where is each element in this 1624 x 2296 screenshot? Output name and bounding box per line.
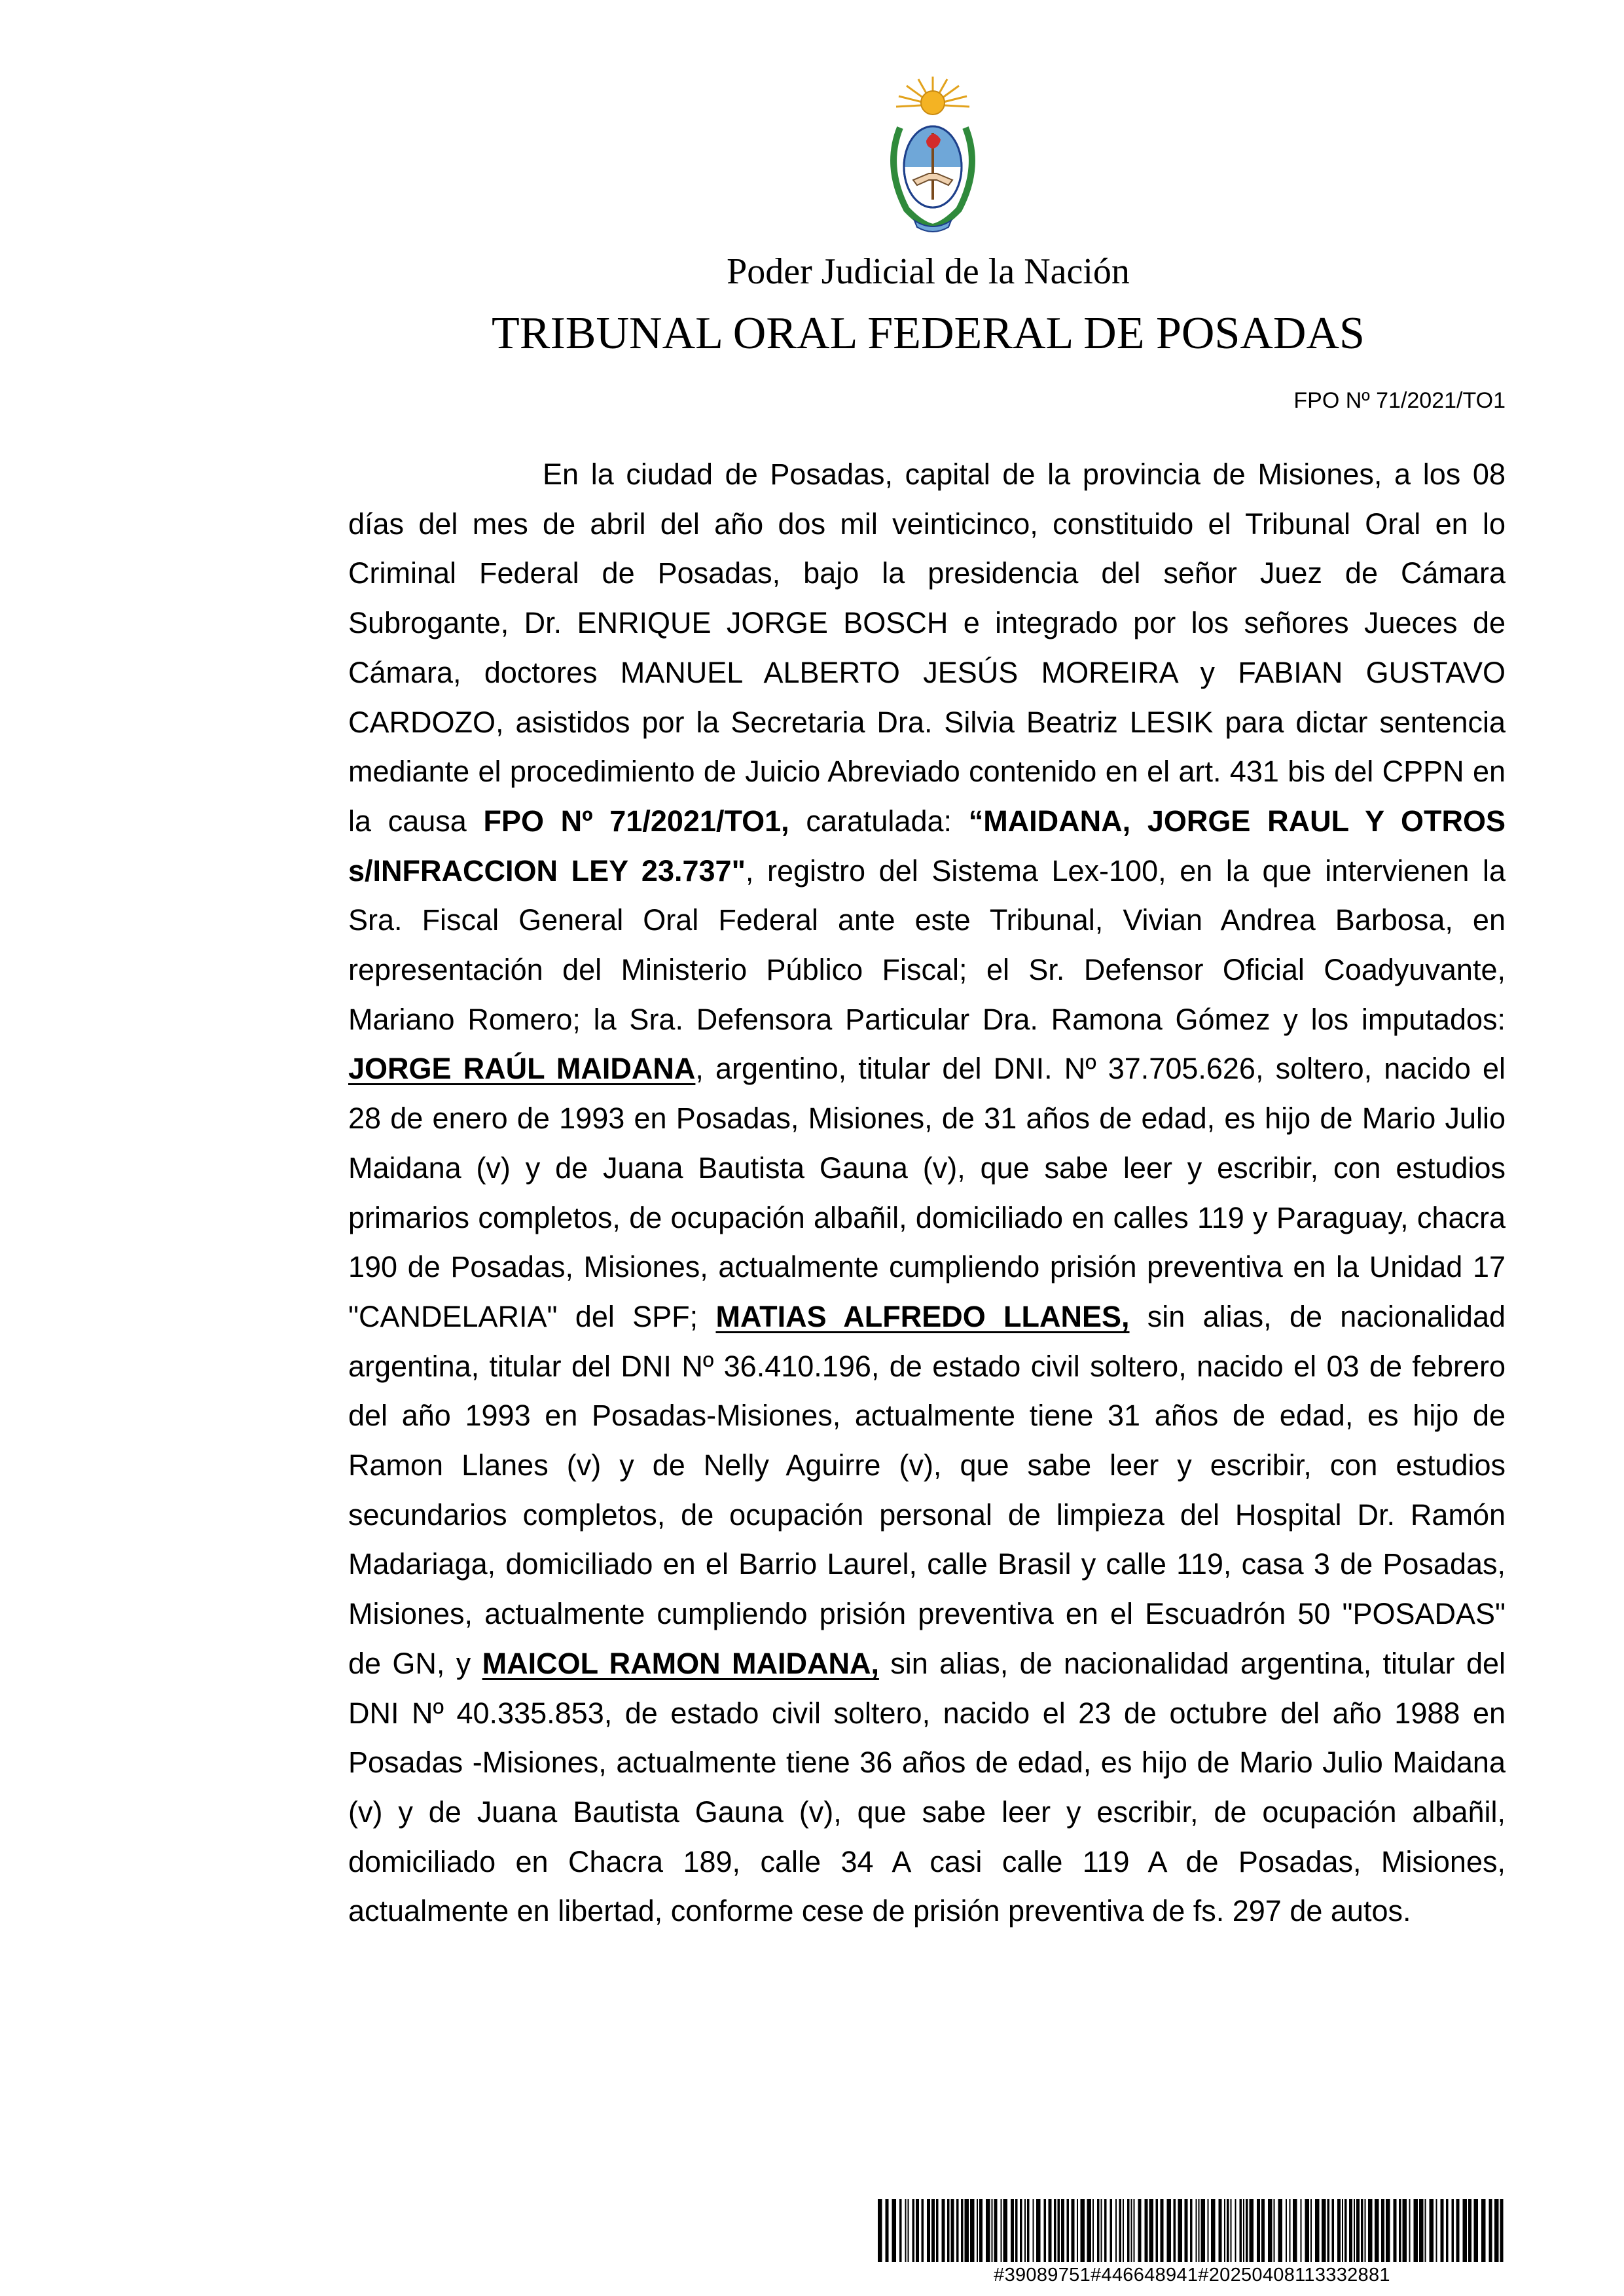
barcode-bar	[1342, 2199, 1343, 2262]
barcode-bar	[1365, 2199, 1366, 2262]
barcode-bar	[1235, 2199, 1236, 2262]
barcode-bar	[977, 2199, 978, 2262]
barcode-bar	[1386, 2199, 1390, 2262]
barcode-bar	[1201, 2199, 1206, 2262]
barcode-bar	[1161, 2199, 1164, 2262]
barcode-bar	[1322, 2199, 1326, 2262]
coat-of-arms-emblem	[880, 75, 985, 236]
barcode-bar	[1227, 2199, 1229, 2262]
barcode-bar	[1224, 2199, 1225, 2262]
body-text-5: sin alias, de nacionalidad argentina, titular del DNI Nº 36.410.196, de estado civil soltero, nacido el 03 de febrero del año 1993 en Posadas-Misiones, actualmente tiene 31 años de edad, es hijo de Ramon Llanes (v) y de Nelly Aguirre (v), que sabe leer y escribir, con estudios secundarios completos, de ocupación personal de limpieza del Hospital Dr. Ramón Madariaga, domiciliado en el Barrio Laurel, calle Brasil y calle 119, casa 3 de Posadas, Misiones, actualmente cumpliendo prisión preventiva en el Escuadrón 50 "POSADAS" de GN, y	[348, 1299, 1506, 1680]
barcode-bar	[947, 2199, 950, 2262]
barcode-bar	[1243, 2199, 1244, 2262]
barcode-bar	[1257, 2199, 1260, 2262]
barcode-bar	[1178, 2199, 1183, 2262]
barcode-bar	[992, 2199, 993, 2262]
case-caption-bold: “MAIDANA, JORGE RAUL Y OTROS s/INFRACCION LEY 23.737"	[348, 804, 1506, 888]
barcode-bar	[1058, 2199, 1060, 2262]
barcode-bar	[1305, 2199, 1310, 2262]
barcode-bar	[1468, 2199, 1471, 2262]
barcode-bar	[961, 2199, 964, 2262]
barcode-bar	[1361, 2199, 1363, 2262]
barcode-bar	[1414, 2199, 1418, 2262]
barcode-bar	[1208, 2199, 1209, 2262]
barcode-bar	[965, 2199, 969, 2262]
barcode-bar	[1246, 2199, 1248, 2262]
barcode-bar	[936, 2199, 939, 2262]
barcode-bar	[1368, 2199, 1373, 2262]
sun-icon	[921, 91, 945, 115]
case-reference: FPO Nº 71/2021/TO1	[1293, 388, 1506, 413]
barcode-number: #39089751#446648941#20250408113332881	[994, 2265, 1390, 2286]
barcode-bar	[912, 2199, 915, 2262]
institution-title: Poder Judicial de la Nación	[727, 251, 1130, 292]
barcode-bar	[1219, 2199, 1222, 2262]
barcode-bar	[1024, 2199, 1026, 2262]
barcode-bar	[1446, 2199, 1449, 2262]
barcode-bar	[1127, 2199, 1130, 2262]
barcode-bar	[1145, 2199, 1148, 2262]
barcode-bar	[1156, 2199, 1159, 2262]
barcode-bar	[1097, 2199, 1100, 2262]
barcode-bar	[1293, 2199, 1297, 2262]
barcode-bar	[1332, 2199, 1335, 2262]
barcode-bar	[1087, 2199, 1092, 2262]
barcode-bar	[1310, 2199, 1312, 2262]
barcode-bar	[1441, 2199, 1444, 2262]
barcode-bar	[1315, 2199, 1320, 2262]
barcode-bar	[899, 2199, 902, 2262]
barcode-bar	[1110, 2199, 1113, 2262]
barcode-bar	[1354, 2199, 1355, 2262]
barcode-bar	[1134, 2199, 1135, 2262]
barcode-bar	[1344, 2199, 1347, 2262]
body-text-1: En la ciudad de Posadas, capital de la provincia de Misiones, a los 08 días del mes de abril del año dos mil veinticinco, constituido el Tribunal Oral en lo Criminal Federal de Posadas, bajo la presidencia del señor Juez de Cámara Subrogante, Dr. ENRIQUE JORGE BOSCH e integrado por los señores Jueces de Cámara, doctores MANUEL ALBERTO JESÚS MOREIRA y FABIAN GUSTAVO CARDOZO, asistidos por la Secretaria Dra. Silvia Beatriz LESIK para dictar sentencia mediante el procedimiento de Juicio Abreviado contenido en el art. 431 bis del CPPN en la causa	[348, 457, 1506, 838]
barcode-bar	[1033, 2199, 1034, 2262]
barcode-bar	[1011, 2199, 1014, 2262]
barcode-bar	[1356, 2199, 1360, 2262]
barcode-bar	[1061, 2199, 1064, 2262]
barcode-bar	[931, 2199, 935, 2262]
barcode-bar	[1452, 2199, 1454, 2262]
barcode-bar	[1403, 2199, 1407, 2262]
barcode-bar	[1123, 2199, 1124, 2262]
barcode-bar	[916, 2199, 919, 2262]
barcode-bar	[908, 2199, 909, 2262]
barcode-bar	[1231, 2199, 1232, 2262]
barcode-bar	[1436, 2199, 1437, 2262]
barcode-bar	[878, 2199, 882, 2262]
barcode-bar	[1278, 2199, 1283, 2262]
barcode-bar	[1409, 2199, 1411, 2262]
defendant-name-2: MATIAS ALFREDO LLANES,	[715, 1299, 1130, 1333]
barcode-bar	[1381, 2199, 1384, 2262]
barcode	[878, 2199, 1506, 2262]
barcode-bar	[1077, 2199, 1078, 2262]
barcode-bar	[905, 2199, 907, 2262]
barcode-bar	[1286, 2199, 1287, 2262]
barcode-bar	[1375, 2199, 1379, 2262]
barcode-bar	[1463, 2199, 1468, 2262]
barcode-bar	[1199, 2199, 1200, 2262]
barcode-bar	[1104, 2199, 1107, 2262]
barcode-bar	[1044, 2199, 1047, 2262]
barcode-bar	[951, 2199, 954, 2262]
barcode-bar	[994, 2199, 998, 2262]
barcode-bar	[892, 2199, 897, 2262]
barcode-bar	[1261, 2199, 1265, 2262]
barcode-bar	[1131, 2199, 1132, 2262]
defendant-name-1: JORGE RAÚL MAIDANA	[348, 1052, 696, 1086]
barcode-bar	[1115, 2199, 1117, 2262]
barcode-bar	[1092, 2199, 1094, 2262]
barcode-bar	[1119, 2199, 1122, 2262]
barcode-bar	[970, 2199, 975, 2262]
barcode-bar	[1268, 2199, 1272, 2262]
barcode-bar	[1489, 2199, 1492, 2262]
barcode-bar	[1274, 2199, 1275, 2262]
barcode-bar	[1072, 2199, 1075, 2262]
barcode-bar	[1015, 2199, 1018, 2262]
barcode-bar	[1240, 2199, 1242, 2262]
barcode-bar	[1067, 2199, 1070, 2262]
barcode-bar	[1003, 2199, 1008, 2262]
body-text-4: , argentino, titular del DNI. Nº 37.705.626, soltero, nacido el 28 de enero de 1993 en Posadas, Misiones, de 31 años de edad, es hijo de Mario Julio Maidana (v) y de Juana Bautista Gauna (v), que sabe leer y escribir, con estudios primarios completos, de ocupación albañil, domiciliado en calles 119 y Paraguay, chacra 190 de Posadas, Misiones, actualmente cumpliendo prisión preventiva en la Unidad 17 "CANDELARIA" del SPF;	[348, 1052, 1506, 1333]
barcode-bar	[1036, 2199, 1041, 2262]
barcode-bar	[1081, 2199, 1085, 2262]
barcode-bar	[1349, 2199, 1352, 2262]
barcode-bar	[927, 2199, 930, 2262]
body-text-3: , registro del Sistema Lex-100, en la que intervienen la Sra. Fiscal General Oral Federal ante este Tribunal, Vivian Andrea Barbosa, en representación del Ministerio Público Fiscal; el Sr. Defensor Oficial Coadyuvante, Mariano Romero; la Sra. Defensora Particular Dra. Ramona Gómez y los imputados:	[348, 853, 1506, 1036]
barcode-bar	[1054, 2199, 1056, 2262]
barcode-bar	[1196, 2199, 1197, 2262]
barcode-bar	[1250, 2199, 1254, 2262]
barcode-bar	[1049, 2199, 1052, 2262]
barcode-bar	[1211, 2199, 1216, 2262]
document-body	[348, 450, 1506, 1936]
barcode-bar	[1020, 2199, 1022, 2262]
barcode-bar	[1001, 2199, 1002, 2262]
barcode-bar	[1494, 2199, 1499, 2262]
barcode-bar	[1190, 2199, 1193, 2262]
barcode-bar	[1337, 2199, 1341, 2262]
barcode-bar	[1394, 2199, 1397, 2262]
barcode-bar	[1101, 2199, 1102, 2262]
barcode-bar	[1027, 2199, 1030, 2262]
body-text-2: caratulada:	[789, 804, 969, 838]
barcode-bar	[942, 2199, 945, 2262]
defendant-name-3: MAICOL RAMON MAIDANA,	[482, 1646, 879, 1680]
barcode-bar	[1301, 2199, 1302, 2262]
barcode-bar	[1167, 2199, 1172, 2262]
barcode-bar	[1430, 2199, 1434, 2262]
barcode-bar	[1474, 2199, 1479, 2262]
barcode-bar	[1327, 2199, 1330, 2262]
tribunal-title: TRIBUNAL ORAL FEDERAL DE POSADAS	[492, 308, 1365, 359]
barcode-bar	[1425, 2199, 1426, 2262]
barcode-bar	[986, 2199, 990, 2262]
barcode-bar	[1290, 2199, 1291, 2262]
barcode-bar	[1138, 2199, 1142, 2262]
barcode-bar	[956, 2199, 959, 2262]
barcode-bar	[922, 2199, 924, 2262]
barcode-bar	[1399, 2199, 1401, 2262]
barcode-bar	[1456, 2199, 1460, 2262]
barcode-bar	[1185, 2199, 1188, 2262]
barcode-bar	[1174, 2199, 1176, 2262]
barcode-bar	[1149, 2199, 1154, 2262]
barcode-bar	[1419, 2199, 1424, 2262]
barcode-bar	[979, 2199, 983, 2262]
body-text-6: sin alias, de nacionalidad argentina, titular del DNI Nº 40.335.853, de estado civil soltero, nacido el 23 de octubre del año 1988 en Posadas -Misiones, actualmente tiene 36 años de edad, es hijo de Mario Julio Maidana (v) y de Juana Bautista Gauna (v), que sabe leer y escribir, de ocupación albañil, domiciliado en Chacra 189, calle 34 A casi calle 119 A de Posadas, Misiones, actualmente en libertad, conforme cese de prisión preventiva de fs. 297 de autos.	[348, 1646, 1506, 1928]
barcode-bar	[886, 2199, 889, 2262]
barcode-bar	[1481, 2199, 1486, 2262]
barcode-bar	[1500, 2199, 1504, 2262]
case-number-bold: FPO Nº 71/2021/TO1,	[483, 804, 789, 838]
